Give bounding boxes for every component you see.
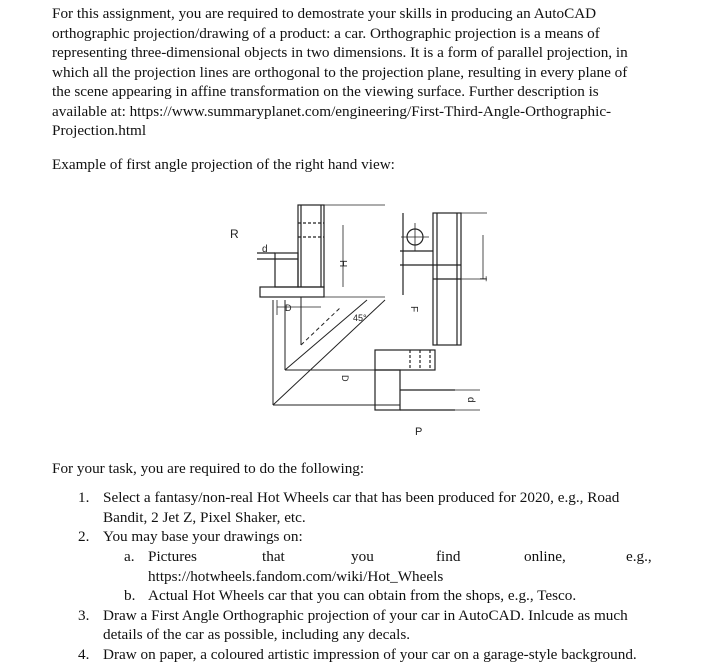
label-D-box: D (285, 303, 292, 313)
sublist-word: e.g., (626, 548, 652, 565)
list-number: 1. (78, 489, 90, 506)
sublist-word: that (262, 548, 285, 565)
intro-line: available at: https://www.summaryplanet.com/engineering/First-Third-Angle-Orthographic- (52, 103, 612, 120)
label-D-rot: D (340, 375, 350, 382)
label-45: 45° (353, 313, 367, 323)
sublist-link[interactable]: https://hotwheels.fandom.com/wiki/Hot_Wheels (148, 568, 444, 585)
label-H: H (337, 260, 348, 268)
list-item-text: Draw on paper, a coloured artistic impression of your car on a garage-style background. (103, 646, 637, 663)
sublist-letter: b. (124, 587, 136, 604)
intro-line: orthographic projection/drawing of a product: a car. Orthographic projection is a means of (52, 25, 600, 42)
sublist-letter: a. (124, 548, 135, 565)
projection-figure (225, 195, 495, 445)
plan-view (375, 350, 455, 410)
list-item-text: Draw a First Angle Orthographic projection of your car in AutoCAD. Inlcude as much (103, 607, 628, 624)
list-item-text: Bandit, 2 Jet Z, Pixel Shaker, etc. (103, 509, 306, 526)
task-intro: For your task, you are required to do the following: (52, 460, 365, 477)
sublist-word: find (436, 548, 461, 565)
list-item-text: details of the car as possible, including any decals. (103, 626, 411, 643)
intro-line: For this assignment, you are required to demostrate your skills in producing an AutoCAD (52, 5, 597, 22)
sublist-word: Pictures (148, 548, 197, 565)
list-number: 3. (78, 607, 90, 624)
label-T: T (478, 276, 488, 282)
sublist-word: online, (524, 548, 566, 565)
label-P: P (415, 426, 423, 438)
intro-line: Projection.html (52, 122, 147, 139)
sublist-word: you (351, 548, 374, 565)
label-F: F (408, 306, 419, 313)
label-d: d (262, 244, 268, 255)
list-item-text: Select a fantasy/non-real Hot Wheels car that has been produced for 2020, e.g., Road (103, 489, 620, 506)
list-number: 4. (78, 646, 90, 663)
intro-line: the scene appearing in affine transformation on the viewing surface. Further description is (52, 83, 599, 100)
projection-lines (273, 297, 400, 405)
list-number: 2. (78, 528, 90, 545)
intro-line: which all the projection lines are orthogonal to the projection plane, resulting in every plane of (52, 64, 628, 81)
label-R: R (230, 227, 239, 241)
sublist-text: Actual Hot Wheels car that you can obtain from the shops, e.g., Tesco. (148, 587, 577, 604)
example-caption: Example of first angle projection of the right hand view: (52, 156, 395, 173)
intro-line: representing three-dimensional objects in two dimensions. It is a form of parallel projection, in (52, 44, 628, 61)
front-view (400, 213, 461, 345)
label-d-rot: d (465, 397, 476, 403)
list-item-text: You may base your drawings on: (103, 528, 303, 545)
